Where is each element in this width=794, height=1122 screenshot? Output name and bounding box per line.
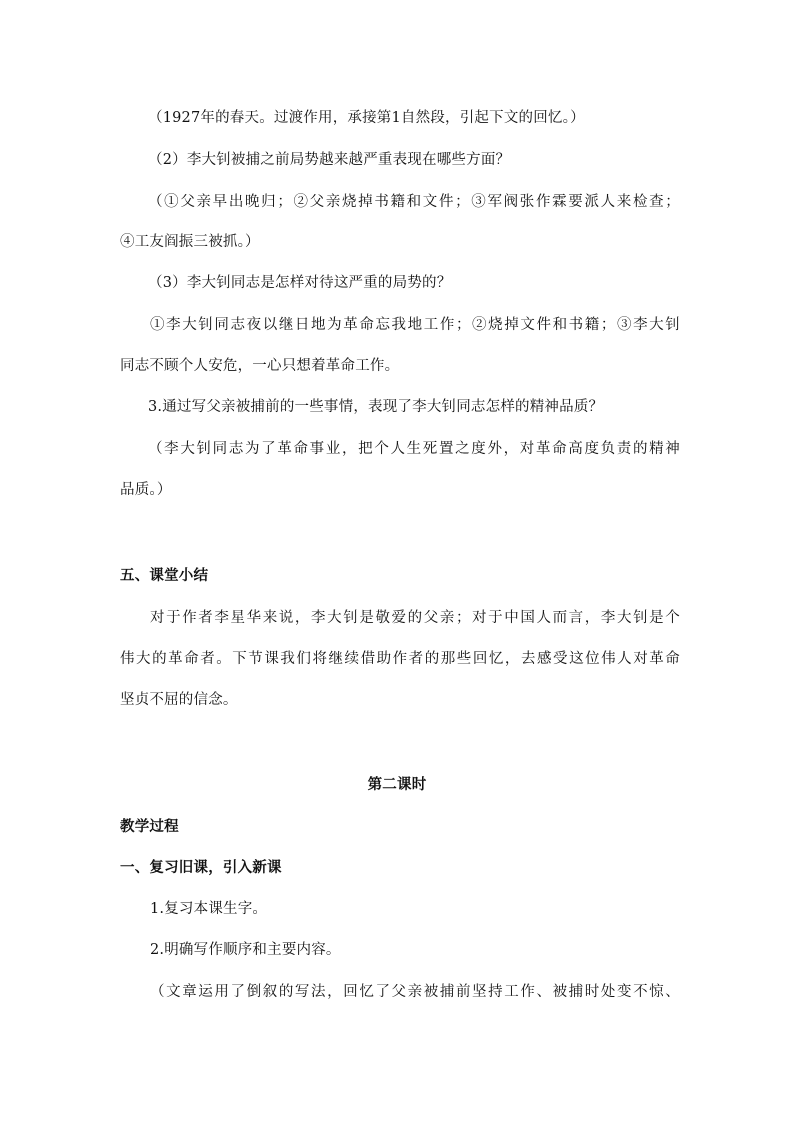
review-item-2-note: （文章运用了倒叙的写法，回忆了父亲被捕前坚持工作、被捕时处变不惊、 (150, 984, 680, 1000)
answer-2-line-1: （①父亲早出晚归；②父亲烧掉书籍和文件；③军阀张作霖要派人来检查； (148, 194, 680, 210)
summary-line-1: 对于作者李星华来说，李大钊是敬爱的父亲；对于中国人而言，李大钊是个 (150, 610, 680, 626)
section-heading-summary: 五、课堂小结 (120, 568, 209, 584)
answer-3-line-1: ①李大钊同志夜以继日地为革命忘我地工作；②烧掉文件和书籍；③李大钊 (150, 317, 680, 333)
paragraph-line: （1927年的春天。过渡作用，承接第1自然段，引起下文的回忆。） (148, 110, 585, 126)
lesson-title: 第二课时 (367, 777, 427, 793)
review-item-1: 1.复习本课生字。 (150, 901, 268, 917)
question-2: （2）李大钊被捕之前局势越来越严重表现在哪些方面？ (148, 152, 511, 168)
answer-3-line-2: 同志不顾个人安危，一心只想着革命工作。 (120, 358, 400, 374)
summary-line-3: 坚贞不屈的信念。 (120, 692, 238, 708)
answer-2-line-2: ④工友阎振三被抓。） (120, 234, 260, 250)
section-heading-review: 一、复习旧课，引入新课 (120, 860, 282, 876)
answer-item-3-line-1: （李大钊同志为了革命事业，把个人生死置之度外，对革命高度负责的精神 (148, 441, 680, 457)
review-item-2: 2.明确写作顺序和主要内容。 (150, 942, 341, 958)
teaching-process-heading: 教学过程 (120, 819, 179, 835)
question-3: （3）李大钊同志是怎样对待这严重的局势的？ (148, 275, 452, 291)
summary-line-2: 伟大的革命者。下节课我们将继续借助作者的那些回忆，去感受这位伟人对革命 (120, 651, 680, 667)
question-item-3: 3.通过写父亲被捕前的一些事情，表现了李大钊同志怎样的精神品质？ (148, 399, 604, 415)
answer-item-3-line-2: 品质。） (120, 482, 172, 498)
